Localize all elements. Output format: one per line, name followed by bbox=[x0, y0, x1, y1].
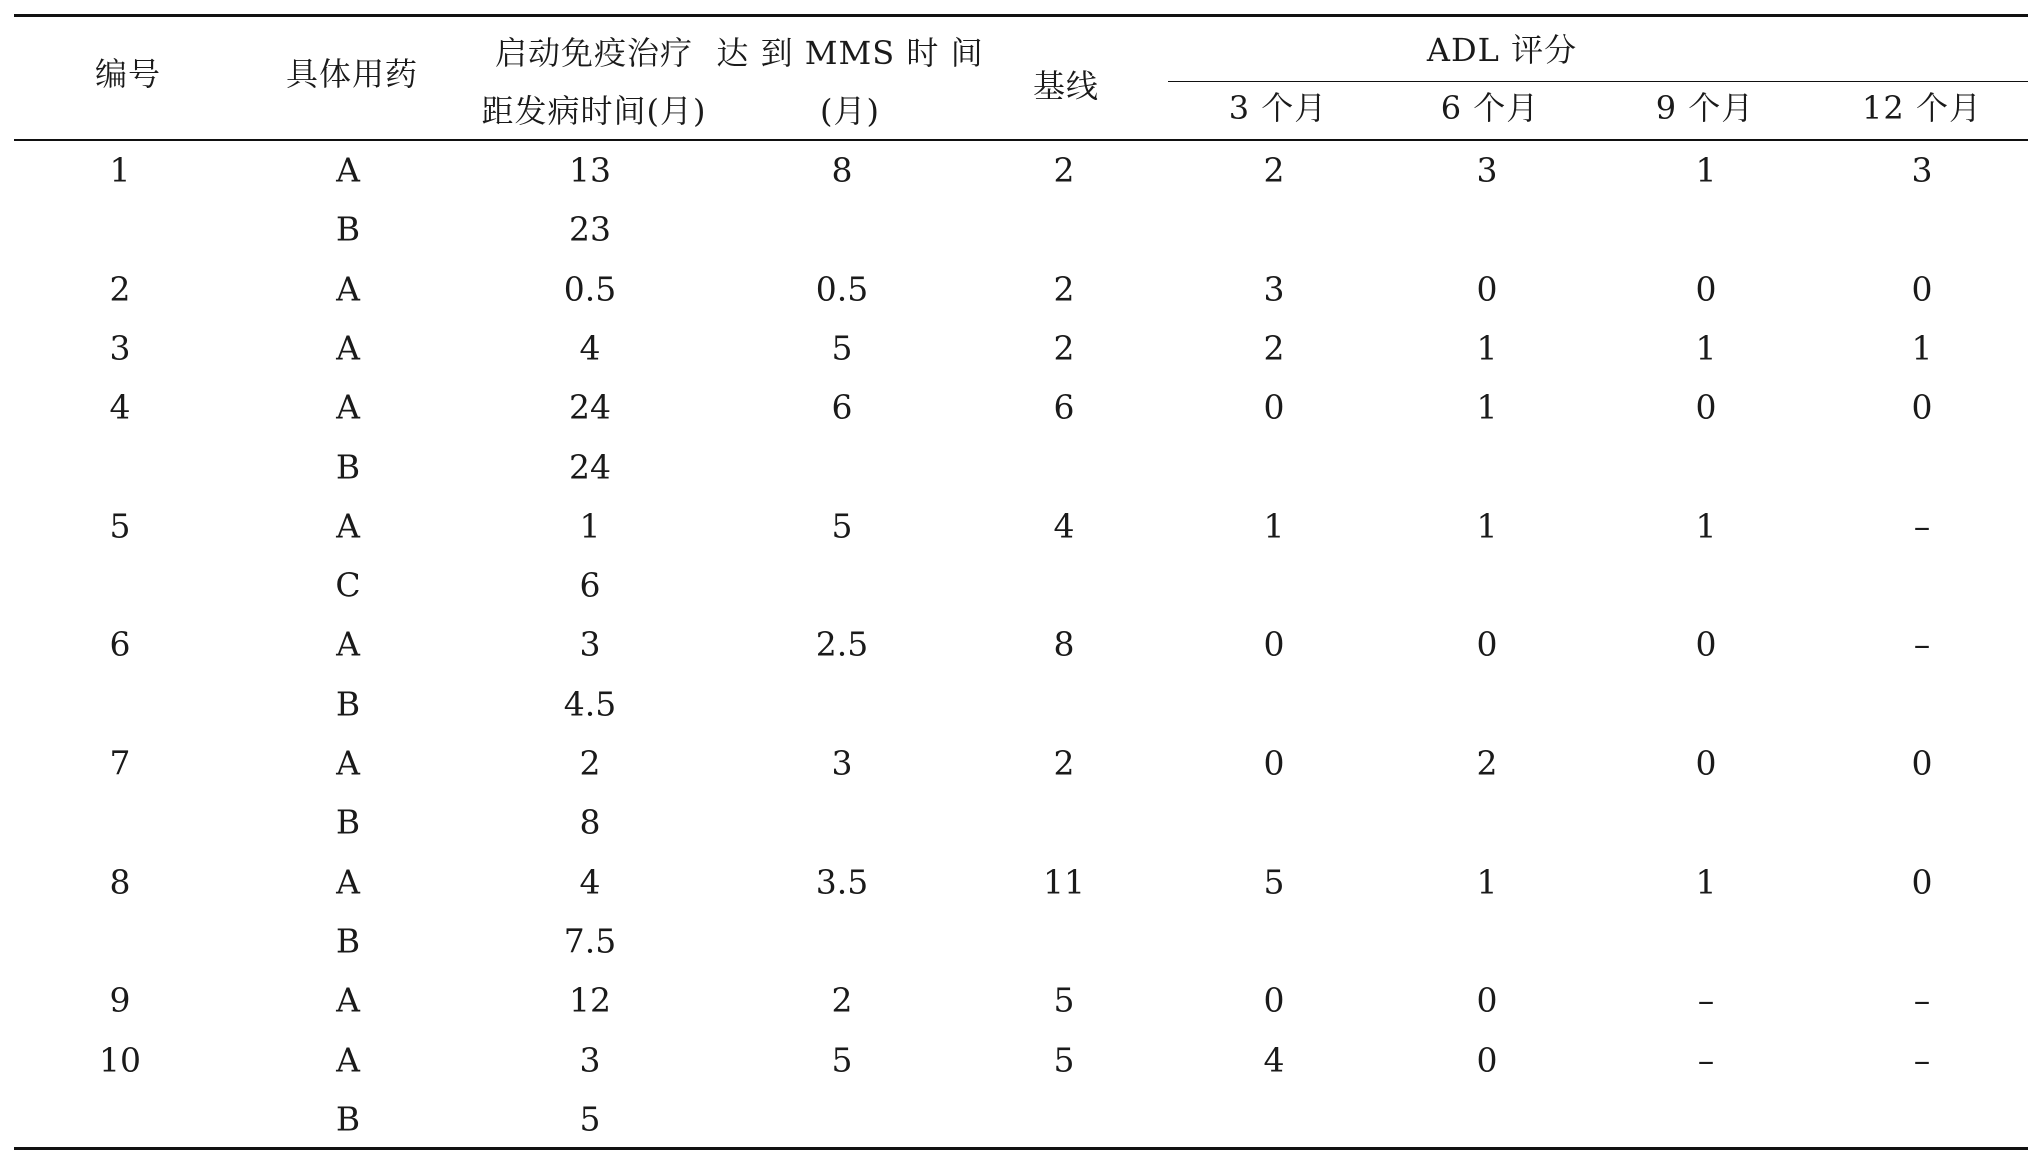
cell-drug: A bbox=[336, 624, 360, 664]
cell-mms: 5 bbox=[831, 328, 853, 368]
cell-mms: 3 bbox=[831, 743, 853, 783]
cell-adl-12m: – bbox=[1913, 1040, 1931, 1079]
cell-adl-3m: 1 bbox=[1263, 506, 1285, 546]
cell-id: 6 bbox=[109, 624, 131, 664]
cell-adl-6m: 2 bbox=[1476, 743, 1498, 783]
cell-adl-9m: 0 bbox=[1695, 387, 1717, 427]
cell-mms: 8 bbox=[831, 150, 853, 190]
header-id: 编号 bbox=[94, 55, 162, 93]
cell-drug: A bbox=[336, 150, 360, 190]
cell-adl-3m: 2 bbox=[1263, 328, 1285, 368]
cell-adl-6m: 1 bbox=[1476, 328, 1498, 368]
cell-start: 12 bbox=[569, 980, 611, 1020]
header-bottom-rule bbox=[14, 139, 2028, 141]
cell-start: 8 bbox=[579, 802, 601, 842]
cell-adl-9m: 1 bbox=[1695, 328, 1717, 368]
cell-drug: C bbox=[335, 565, 361, 605]
header-start-line1: 启动免疫治疗 bbox=[494, 34, 694, 72]
cell-start: 2 bbox=[579, 743, 601, 783]
header-adl-6m: 6 个月 bbox=[1440, 89, 1540, 127]
cell-adl-6m: 0 bbox=[1476, 1040, 1498, 1079]
cell-adl-9m: 1 bbox=[1695, 150, 1717, 190]
cell-drug: A bbox=[336, 269, 360, 309]
cell-start: 0.5 bbox=[563, 269, 617, 309]
cell-start: 4 bbox=[579, 328, 601, 368]
cell-baseline: 11 bbox=[1043, 862, 1085, 902]
cell-drug: B bbox=[335, 209, 361, 249]
cell-id: 4 bbox=[109, 387, 131, 427]
header-adl-9m: 9 个月 bbox=[1655, 89, 1755, 127]
cell-adl-3m: 3 bbox=[1263, 269, 1285, 309]
cell-adl-12m: – bbox=[1913, 980, 1931, 1020]
cell-adl-12m: 0 bbox=[1911, 862, 1933, 902]
cell-drug: A bbox=[336, 862, 360, 902]
cell-start: 7.5 bbox=[563, 921, 617, 961]
cell-start: 4 bbox=[579, 862, 601, 902]
cell-drug: A bbox=[336, 980, 360, 1020]
cell-adl-6m: 0 bbox=[1476, 624, 1498, 664]
cell-adl-3m: 0 bbox=[1263, 980, 1285, 1020]
cell-drug: A bbox=[336, 743, 360, 783]
cell-adl-3m: 5 bbox=[1263, 862, 1285, 902]
cell-mms: 2 bbox=[831, 980, 853, 1020]
cell-drug: B bbox=[335, 921, 361, 961]
cell-start: 23 bbox=[569, 209, 611, 249]
cell-adl-6m: 1 bbox=[1476, 506, 1498, 546]
cell-start: 24 bbox=[569, 387, 611, 427]
cell-start: 4.5 bbox=[563, 684, 617, 724]
cell-start: 5 bbox=[579, 1099, 601, 1139]
cell-id: 5 bbox=[109, 506, 131, 546]
cell-id: 2 bbox=[109, 269, 131, 309]
cell-adl-3m: 0 bbox=[1263, 624, 1285, 664]
cell-adl-9m: 0 bbox=[1695, 743, 1717, 783]
cell-mms: 6 bbox=[831, 387, 853, 427]
cell-mms: 3.5 bbox=[815, 862, 869, 902]
cell-start: 24 bbox=[569, 447, 611, 486]
cell-adl-9m: 0 bbox=[1695, 269, 1717, 309]
header-adl-3m: 3 个月 bbox=[1228, 89, 1328, 127]
cell-adl-12m: 0 bbox=[1911, 387, 1933, 427]
cell-adl-3m: 0 bbox=[1263, 743, 1285, 783]
cell-adl-9m: 1 bbox=[1695, 506, 1717, 546]
cell-baseline: 6 bbox=[1053, 387, 1075, 427]
cell-drug: A bbox=[336, 506, 360, 546]
cell-adl-3m: 2 bbox=[1263, 150, 1285, 190]
cell-baseline: 4 bbox=[1053, 506, 1075, 546]
cell-id: 7 bbox=[109, 743, 131, 783]
cell-drug: A bbox=[336, 387, 360, 427]
cell-adl-9m: – bbox=[1697, 1040, 1715, 1079]
cell-adl-12m: 0 bbox=[1911, 269, 1933, 309]
cell-drug: B bbox=[335, 447, 361, 486]
cell-baseline: 2 bbox=[1053, 743, 1075, 783]
cell-mms: 0.5 bbox=[815, 269, 869, 309]
header-baseline: 基线 bbox=[1032, 67, 1100, 105]
adl-group-rule bbox=[1168, 81, 2028, 82]
cell-adl-9m: – bbox=[1697, 980, 1715, 1020]
cell-baseline: 5 bbox=[1053, 980, 1075, 1020]
cell-id: 8 bbox=[109, 862, 131, 902]
header-adl-group: ADL 评分 bbox=[1426, 31, 1578, 69]
cell-adl-12m: 0 bbox=[1911, 743, 1933, 783]
cell-adl-6m: 3 bbox=[1476, 150, 1498, 190]
cell-drug: A bbox=[336, 1040, 360, 1079]
cell-baseline: 2 bbox=[1053, 328, 1075, 368]
top-rule bbox=[14, 14, 2028, 17]
header-start-line2: 距发病时间(月) bbox=[481, 92, 707, 130]
cell-start: 3 bbox=[579, 624, 601, 664]
cell-start: 1 bbox=[579, 506, 601, 546]
cell-id: 3 bbox=[109, 328, 131, 368]
cell-id: 10 bbox=[99, 1040, 141, 1079]
cell-mms: 2.5 bbox=[815, 624, 869, 664]
cell-baseline: 8 bbox=[1053, 624, 1075, 664]
cell-adl-6m: 1 bbox=[1476, 387, 1498, 427]
cell-start: 13 bbox=[569, 150, 611, 190]
cell-adl-9m: 1 bbox=[1695, 862, 1717, 902]
cell-baseline: 2 bbox=[1053, 150, 1075, 190]
cell-drug: B bbox=[335, 1099, 361, 1139]
cell-adl-12m: – bbox=[1913, 624, 1931, 664]
cell-adl-3m: 0 bbox=[1263, 387, 1285, 427]
cell-baseline: 5 bbox=[1053, 1040, 1075, 1079]
header-drug: 具体用药 bbox=[285, 55, 419, 93]
cell-id: 9 bbox=[109, 980, 131, 1020]
cell-adl-12m: – bbox=[1913, 506, 1931, 546]
header-mms-line2: (月) bbox=[820, 92, 880, 130]
cell-baseline: 2 bbox=[1053, 269, 1075, 309]
cell-drug: B bbox=[335, 802, 361, 842]
cell-adl-6m: 0 bbox=[1476, 269, 1498, 309]
cell-adl-6m: 0 bbox=[1476, 980, 1498, 1020]
header-adl-12m: 12 个月 bbox=[1862, 89, 1982, 127]
cell-start: 3 bbox=[579, 1040, 601, 1079]
cell-drug: B bbox=[335, 684, 361, 724]
cell-drug: A bbox=[336, 328, 360, 368]
cell-mms: 5 bbox=[831, 506, 853, 546]
bottom-rule bbox=[14, 1147, 2028, 1150]
header-mms-line1: 达 到 MMS 时 间 bbox=[716, 34, 984, 72]
cell-adl-6m: 1 bbox=[1476, 862, 1498, 902]
cell-adl-12m: 3 bbox=[1911, 150, 1933, 190]
cell-mms: 5 bbox=[831, 1040, 853, 1079]
cell-id: 1 bbox=[109, 150, 131, 190]
cell-start: 6 bbox=[579, 565, 601, 605]
cell-adl-3m: 4 bbox=[1263, 1040, 1285, 1079]
cell-adl-9m: 0 bbox=[1695, 624, 1717, 664]
cell-adl-12m: 1 bbox=[1911, 328, 1933, 368]
